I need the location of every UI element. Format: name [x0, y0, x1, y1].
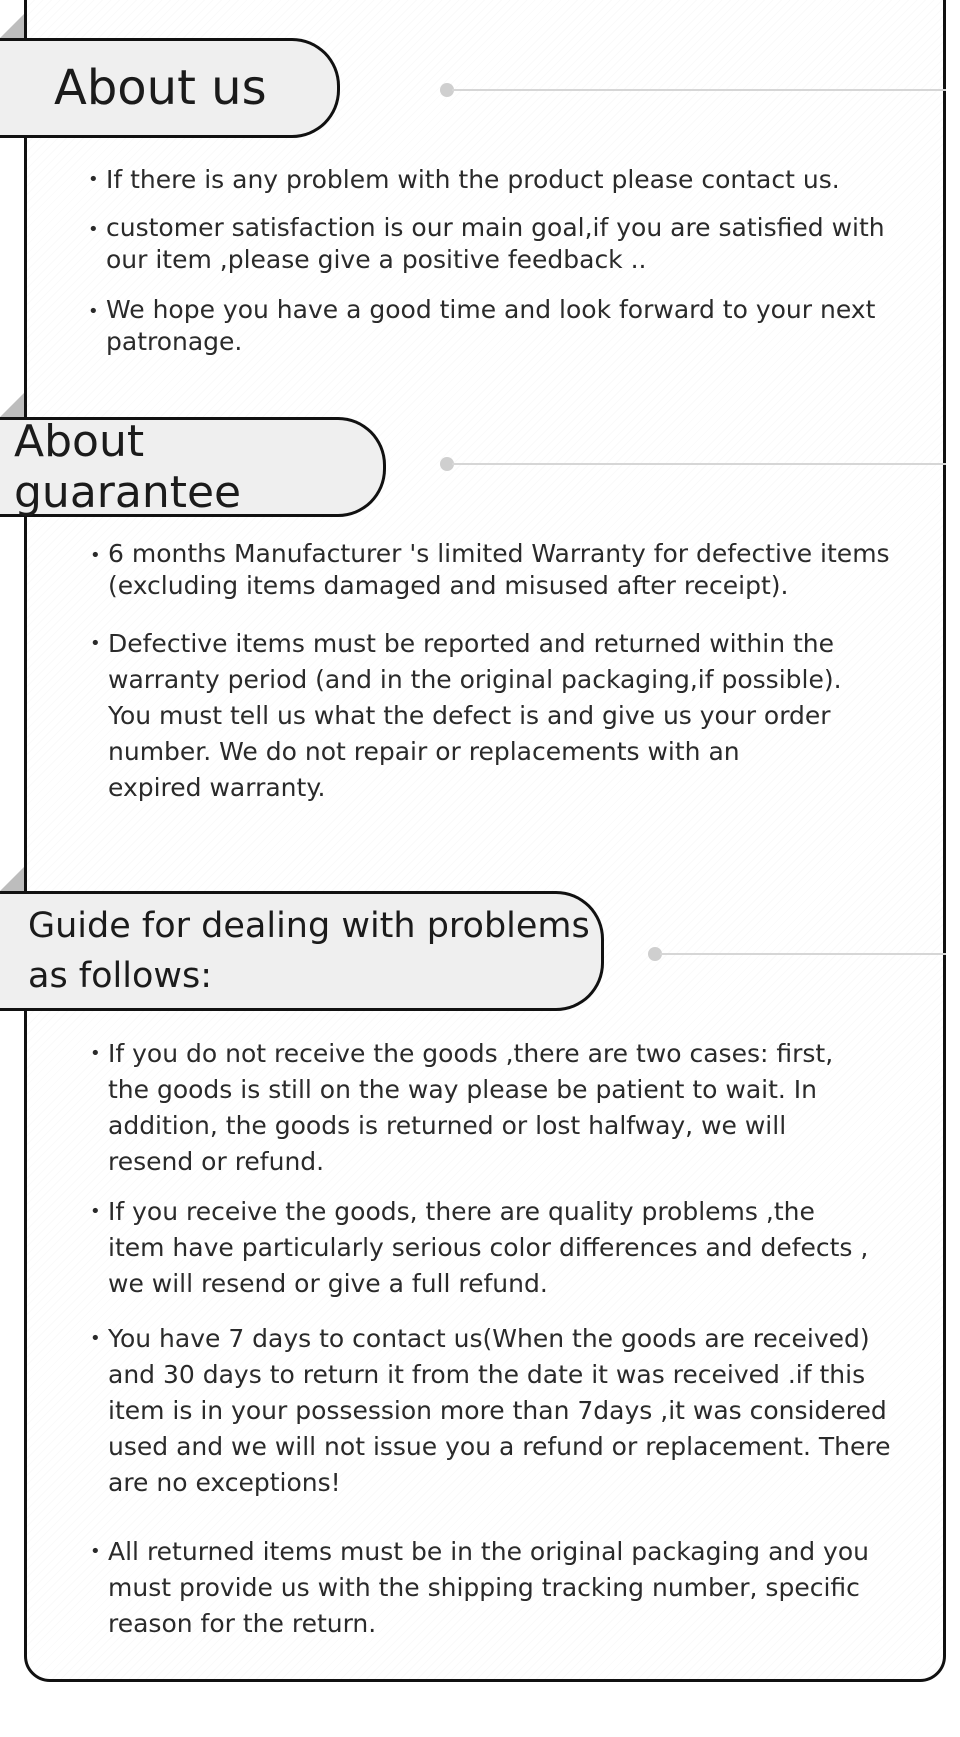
bullet-dot-icon: •	[90, 545, 101, 566]
divider-line	[660, 953, 946, 955]
list-item: • We hope you have a good time and look forward to your next patronage.	[88, 295, 876, 356]
list-item: • 6 months Manufacturer 's limited Warranty for defective items (excluding items damaged and misused after receipt).	[90, 539, 890, 600]
list-item: • If you receive the goods, there are quality problems ,the item have particularly serious color differences and defects , we will resend or give a full refund.	[90, 1194, 868, 1302]
list-item: • You have 7 days to contact us(When the goods are received) and 30 days to return it from the date it was received .if this item is in your possession more than 7days ,it was considered used and we will not issue you a refund or replacement. There are no exceptions!	[90, 1321, 890, 1501]
list-item: • Defective items must be reported and returned within the warranty period (and in the original packaging,if possible). You must tell us what the defect is and give us your order number. We do not repair or replacements with an expired warranty.	[90, 626, 842, 806]
section-title: About us	[54, 60, 267, 116]
list-item: • If you do not receive the goods ,there are two cases: first, the goods is still on the way please be patient to wait. In addition, the goods is returned or lost halfway, we will resend or refund.	[90, 1036, 833, 1180]
bullet-dot-icon: •	[90, 1201, 101, 1222]
section-title: About guarantee	[14, 416, 242, 518]
bullet-dot-icon: •	[88, 169, 99, 190]
divider-line	[452, 463, 946, 465]
list-item: • If there is any problem with the product please contact us.	[88, 162, 840, 198]
bullet-dot-icon: •	[90, 1043, 101, 1064]
page-fold-icon	[0, 14, 24, 38]
list-item: • customer satisfaction is our main goal,if you are satisfied with our item ,please give a positive feedback ..	[88, 213, 885, 274]
section-header-about-us	[0, 38, 340, 138]
section-title: Guide for dealing with problems as follows:	[28, 906, 590, 996]
page-fold-icon	[0, 867, 24, 891]
bullet-dot-icon: •	[90, 633, 101, 654]
section-header-guide	[0, 891, 604, 1011]
page-fold-icon	[0, 393, 24, 417]
bullet-dot-icon: •	[90, 1328, 101, 1349]
bullet-dot-icon: •	[88, 219, 99, 240]
list-item: • All returned items must be in the original packaging and you must provide us with the shipping tracking number, specific reason for the return.	[90, 1534, 869, 1642]
bullet-dot-icon: •	[88, 301, 99, 322]
section-header-about-guarantee	[0, 417, 386, 517]
bullet-dot-icon: •	[90, 1541, 101, 1562]
divider-line	[452, 89, 946, 91]
